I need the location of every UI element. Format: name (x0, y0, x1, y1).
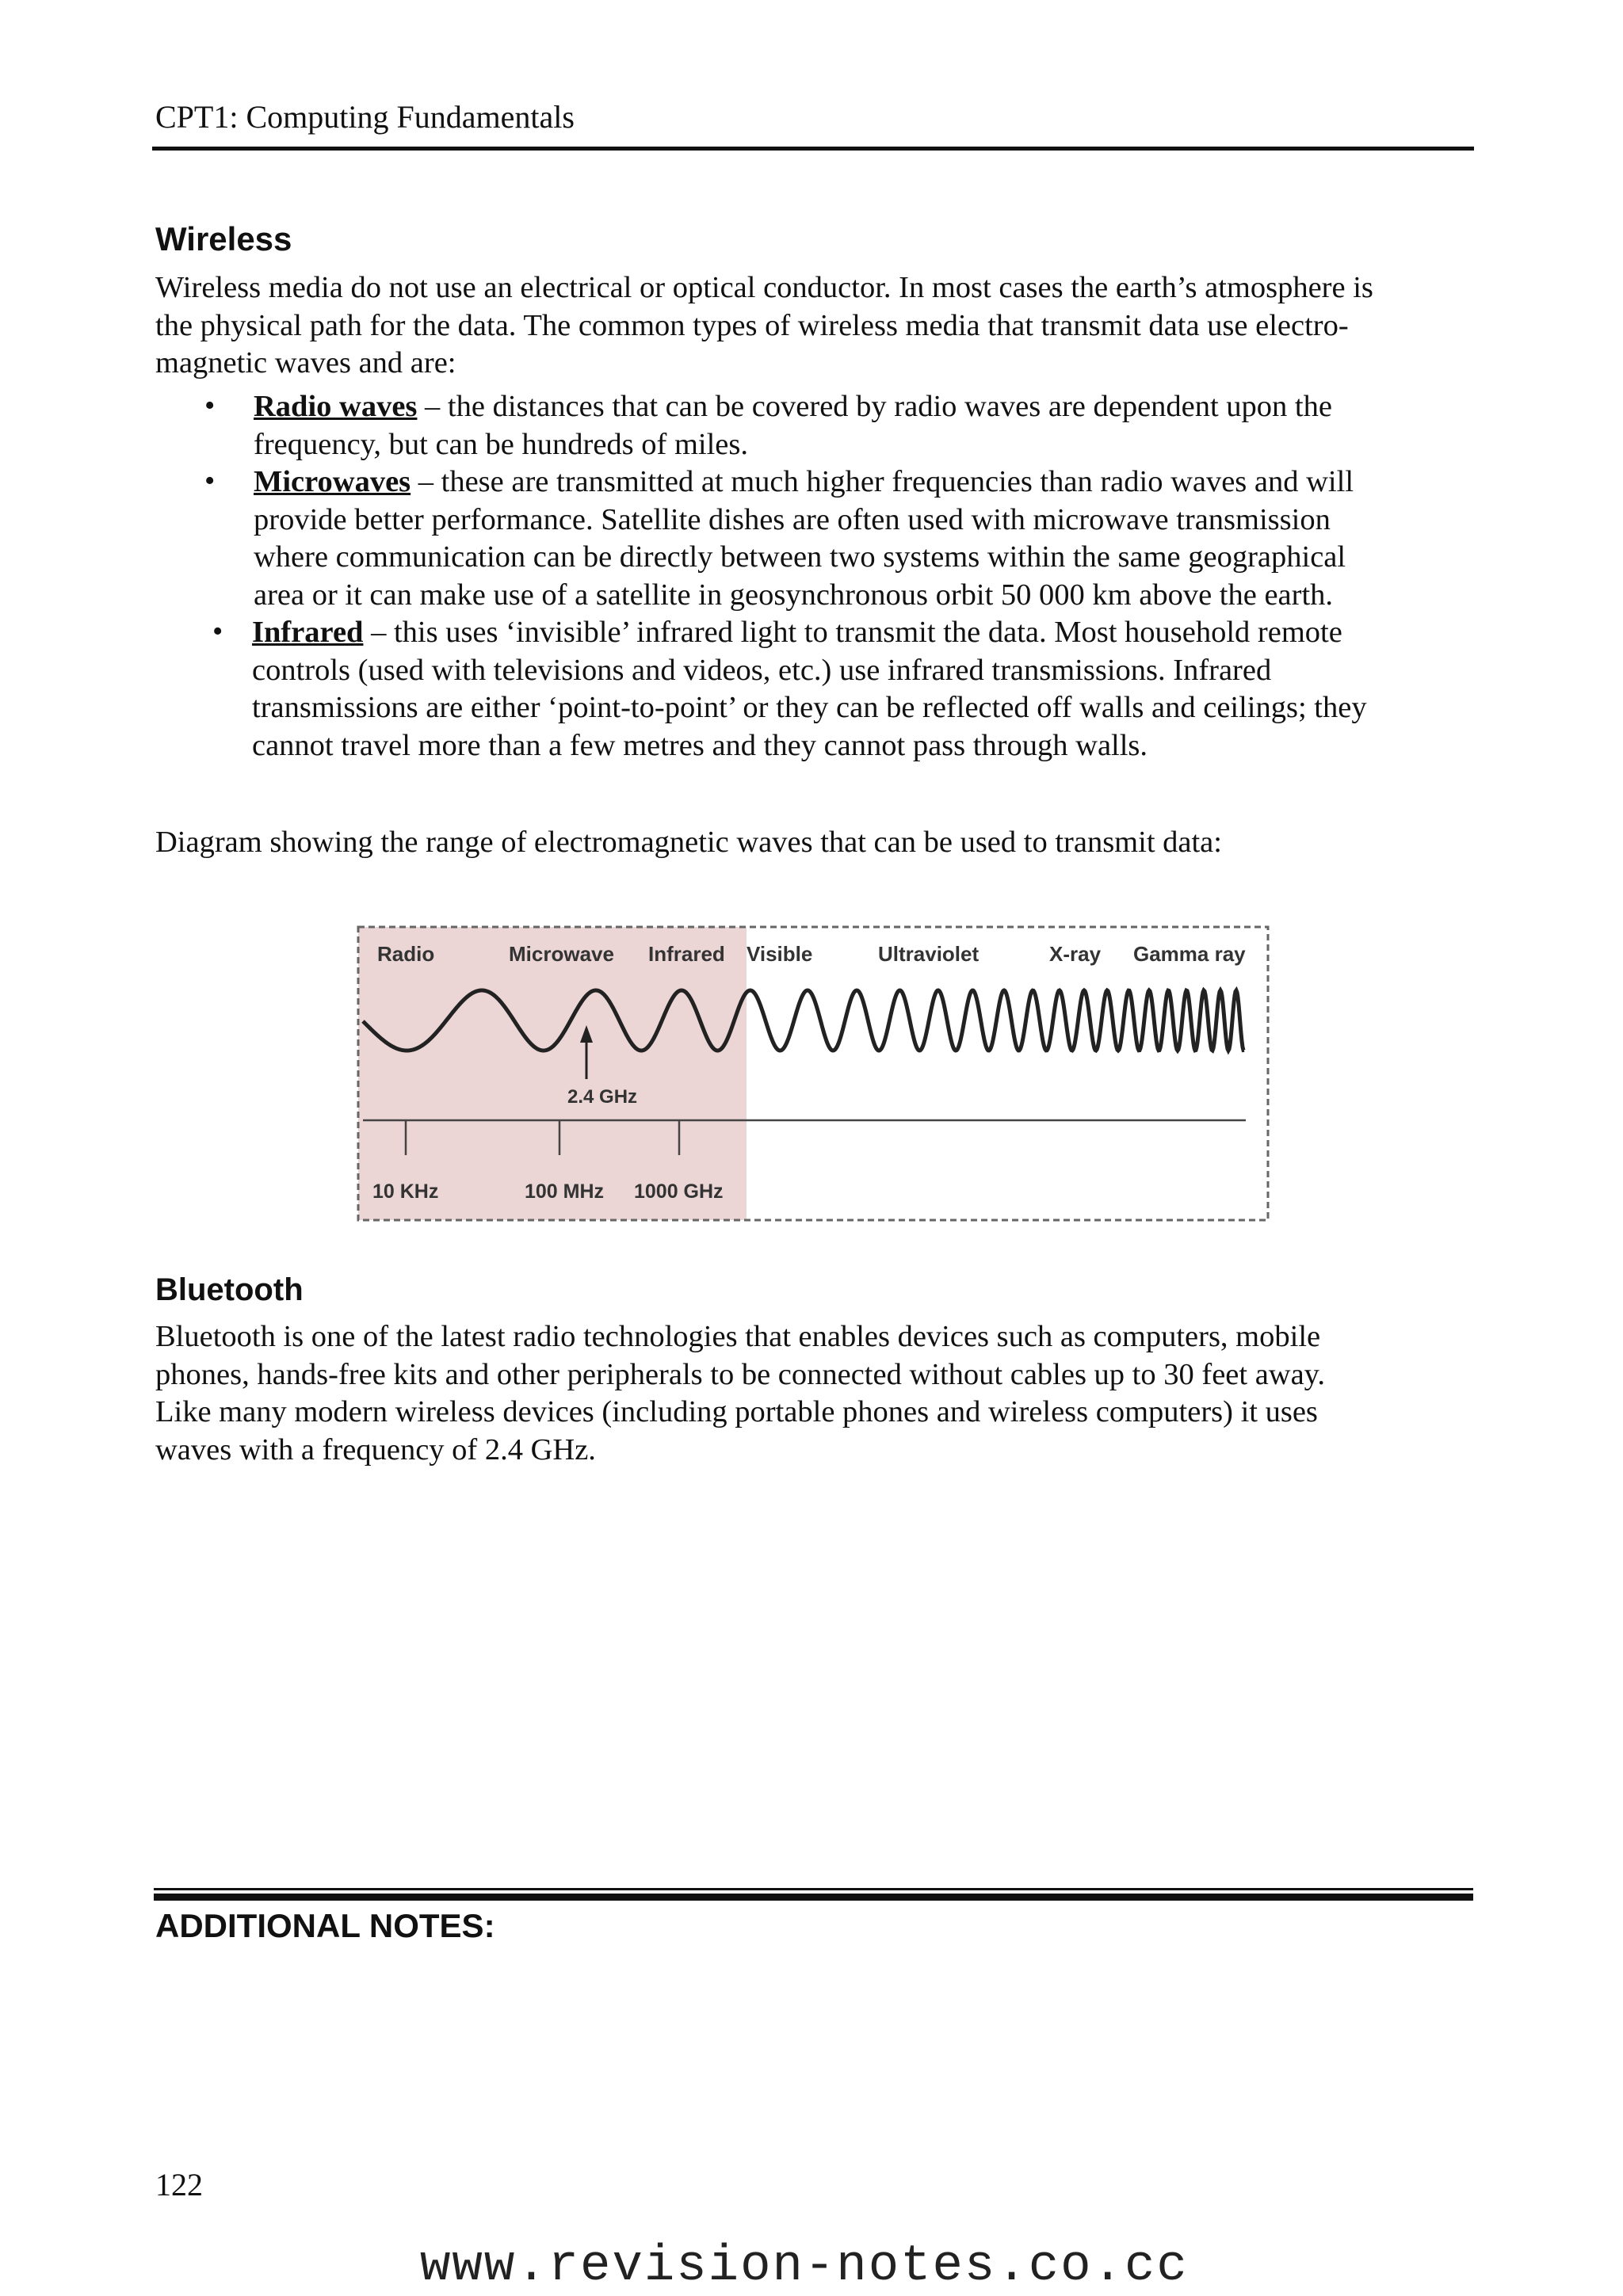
paragraph-line: phones, hands-free kits and other peripherals to be connected without cables up to 30 feet away. (155, 1357, 1326, 1391)
intro-line: the physical path for the data. The common types of wireless media that transmit data use electro- (155, 308, 1349, 342)
list-item-line: controls (used with televisions and videos, etc.) use infrared transmissions. Infrared (252, 653, 1272, 687)
radio-range-highlight (358, 927, 747, 1220)
band-label-infrared: Infrared (648, 942, 725, 966)
list-item-line: where communication can be directly between two systems within the same geographical (254, 540, 1346, 574)
frequency-marker-label: 2.4 GHz (567, 1086, 638, 1108)
bullet-icon: • (204, 389, 216, 422)
bullet-icon: • (204, 464, 216, 498)
band-label-x-ray: X-ray (1049, 942, 1102, 966)
paragraph-line: waves with a frequency of 2.4 GHz. (155, 1432, 596, 1466)
tick-label: 10 KHz (372, 1180, 439, 1203)
section-heading-bluetooth: Bluetooth (155, 1272, 304, 1307)
list-item-line: transmissions are either ‘point-to-point’ or they can be reflected off walls and ceilings; they (252, 691, 1367, 724)
list-item-line: area or it can make use of a satellite in geosynchronous orbit 50 000 km above the earth. (254, 578, 1334, 612)
band-label-radio: Radio (377, 942, 435, 966)
running-header: CPT1: Computing Fundamentals (155, 99, 575, 135)
list-item-line: Radio waves – the distances that can be covered by radio waves are dependent upon the (254, 390, 1332, 423)
em-spectrum-diagram (349, 916, 1276, 1233)
term-microwaves: Microwaves (254, 465, 411, 498)
list-item-line: provide better performance. Satellite dishes are often used with microwave transmission (254, 502, 1331, 536)
wireless-intro-paragraph (155, 269, 1487, 383)
notes-rule (154, 1888, 1473, 1890)
band-label-visible: Visible (747, 942, 813, 966)
list-item-microwaves (155, 463, 1503, 614)
list-item-line: Microwaves – these are transmitted at much higher frequencies than radio waves and will (254, 465, 1354, 498)
paragraph-line: Bluetooth is one of the latest radio technologies that enables devices such as computers, mobile (155, 1320, 1321, 1353)
header-rule (152, 147, 1474, 151)
tick-label: 100 MHz (525, 1180, 605, 1203)
page-number: 122 (155, 2167, 203, 2203)
term-infrared: Infrared (252, 616, 364, 649)
term-radio-waves: Radio waves (254, 390, 418, 423)
bullet-icon: • (212, 615, 223, 648)
list-item-infrared (155, 614, 1503, 765)
additional-notes-heading: ADDITIONAL NOTES: (155, 1907, 495, 1944)
band-label-ultraviolet: Ultraviolet (878, 942, 980, 966)
wireless-media-list (155, 388, 1503, 765)
band-label-gamma-ray: Gamma ray (1133, 942, 1246, 966)
tick-label: 1000 GHz (634, 1180, 724, 1203)
notes-rule-thick (154, 1894, 1473, 1901)
website-footer: www.revision-notes.co.cc (420, 2238, 1189, 2295)
section-heading-wireless: Wireless (155, 220, 292, 257)
paragraph-line: Like many modern wireless devices (including portable phones and wireless computers) it uses (155, 1395, 1318, 1428)
list-item-line: frequency, but can be hundreds of miles. (254, 427, 748, 461)
list-item-line: cannot travel more than a few metres and they cannot pass through walls. (252, 728, 1148, 762)
intro-line: magnetic waves and are: (155, 346, 456, 379)
list-item-radio-waves (155, 388, 1503, 463)
band-label-microwave: Microwave (509, 942, 614, 966)
list-item-line: Infrared – this uses ‘invisible’ infrared light to transmit the data. Most household remote (252, 616, 1342, 649)
diagram-caption: Diagram showing the range of electromagnetic waves that can be used to transmit data: (155, 826, 1222, 859)
bluetooth-paragraph (155, 1318, 1503, 1469)
intro-line: Wireless media do not use an electrical or optical conductor. In most cases the earth’s atmosphere is (155, 271, 1373, 304)
